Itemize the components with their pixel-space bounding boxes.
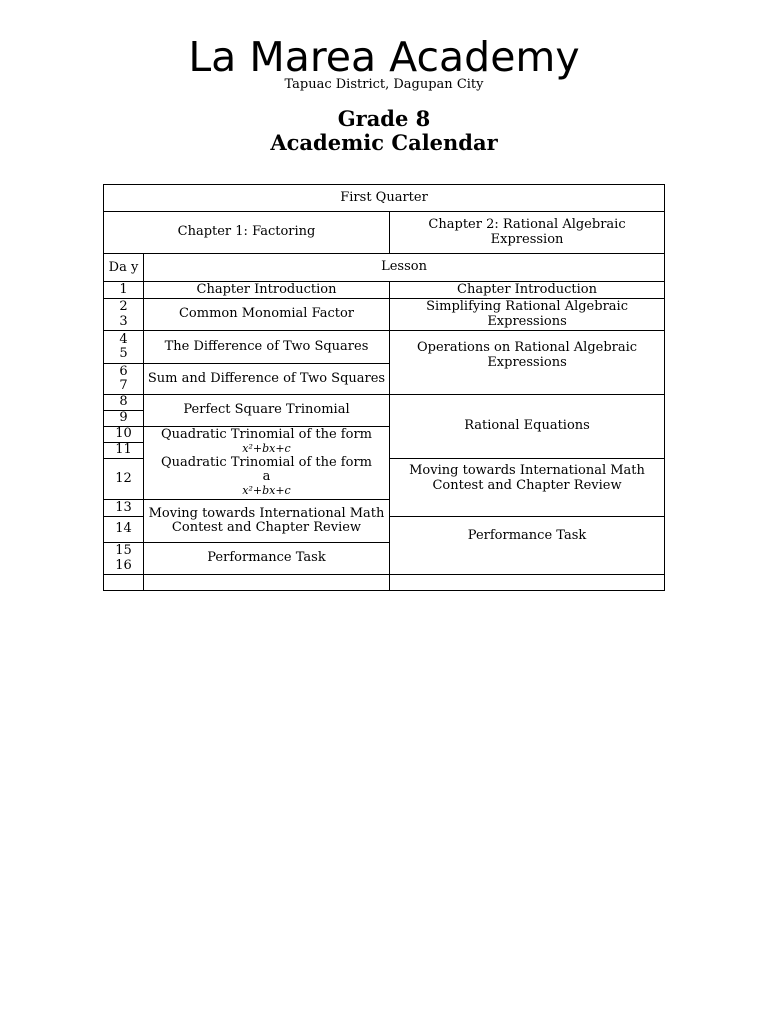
quadratic-1-formula: x²+bx+c xyxy=(242,442,291,455)
ch1-lesson-cell: The Difference of Two Squares xyxy=(144,331,390,364)
table-row-empty xyxy=(104,575,665,591)
table-row xyxy=(104,331,665,364)
header-row xyxy=(104,254,665,282)
ch2-lesson-cell: Operations on Rational Algebraic Expressions xyxy=(390,331,665,395)
chapter-2-title: Chapter 2: Rational Algebraic Expression xyxy=(390,212,665,254)
table-row xyxy=(104,282,665,299)
day-number: 7 xyxy=(119,378,128,393)
quadratic-2-formula: x²+bx+c xyxy=(242,484,291,497)
day-header xyxy=(104,254,144,282)
ch2-lesson-cell: Chapter Introduction xyxy=(390,282,665,299)
day-number: 6 xyxy=(119,363,128,379)
day-cell: 8 xyxy=(104,395,144,411)
day-number: 4 xyxy=(119,331,128,347)
day-cell: 14 xyxy=(104,517,144,543)
day-cell: 11 xyxy=(104,443,144,459)
quadratic-2-prefix: a xyxy=(262,469,271,484)
day-number: 16 xyxy=(115,557,132,573)
ch2-lesson-cell: Simplifying Rational Algebraic Expressions xyxy=(390,299,665,331)
quarter-title: First Quarter xyxy=(104,185,665,212)
day-number: 3 xyxy=(119,313,128,329)
day-cell: 12 xyxy=(104,459,144,500)
day-cell: 9 xyxy=(104,411,144,427)
ch1-lesson-cell-empty xyxy=(144,575,390,591)
day-cell: 1 xyxy=(104,282,144,299)
quadratic-2-text: Quadratic Trinomial of the form xyxy=(160,455,372,470)
day-cell xyxy=(104,331,144,364)
chapter-row xyxy=(104,212,665,254)
ch2-lesson-cell-empty xyxy=(390,575,665,591)
day-cell: 10 xyxy=(104,427,144,443)
school-district: Tapuac District, Dagupan City xyxy=(284,77,484,92)
day-cell xyxy=(104,543,144,575)
chapter-1-title: Chapter 1: Factoring xyxy=(104,212,390,254)
quadratic-1-text: Quadratic Trinomial of the form xyxy=(160,427,372,442)
lesson-header: Lesson xyxy=(144,254,665,282)
day-cell xyxy=(104,299,144,331)
day-header-label: Da y xyxy=(108,260,139,275)
academic-calendar-table xyxy=(103,184,665,591)
day-number: 5 xyxy=(119,346,128,361)
quarter-row xyxy=(104,185,665,212)
table-row xyxy=(104,395,665,411)
day-number: 15 xyxy=(115,543,132,558)
ch2-lesson-cell: Performance Task xyxy=(390,517,665,575)
day-cell-empty xyxy=(104,575,144,591)
day-cell xyxy=(104,364,144,395)
grade-title: Grade 8 xyxy=(337,106,431,131)
ch1-lesson-cell: Moving towards International Math Contest and Chapter Review xyxy=(144,500,390,543)
ch1-lesson-cell: Common Monomial Factor xyxy=(144,299,390,331)
ch2-lesson-cell: Rational Equations xyxy=(390,395,665,459)
ch1-lesson-cell: Performance Task xyxy=(144,543,390,575)
day-cell: 13 xyxy=(104,500,144,517)
table-row xyxy=(104,299,665,331)
ch2-lesson-cell: Moving towards International Math Contest and Chapter Review xyxy=(390,459,665,517)
calendar-title: Academic Calendar xyxy=(270,130,498,155)
ch1-lesson-cell xyxy=(144,427,390,500)
ch1-lesson-cell: Perfect Square Trinomial xyxy=(144,395,390,427)
day-number: 2 xyxy=(119,299,128,314)
school-name: La Marea Academy xyxy=(188,33,580,81)
ch1-lesson-cell: Sum and Difference of Two Squares xyxy=(144,364,390,395)
ch1-lesson-cell: Chapter Introduction xyxy=(144,282,390,299)
